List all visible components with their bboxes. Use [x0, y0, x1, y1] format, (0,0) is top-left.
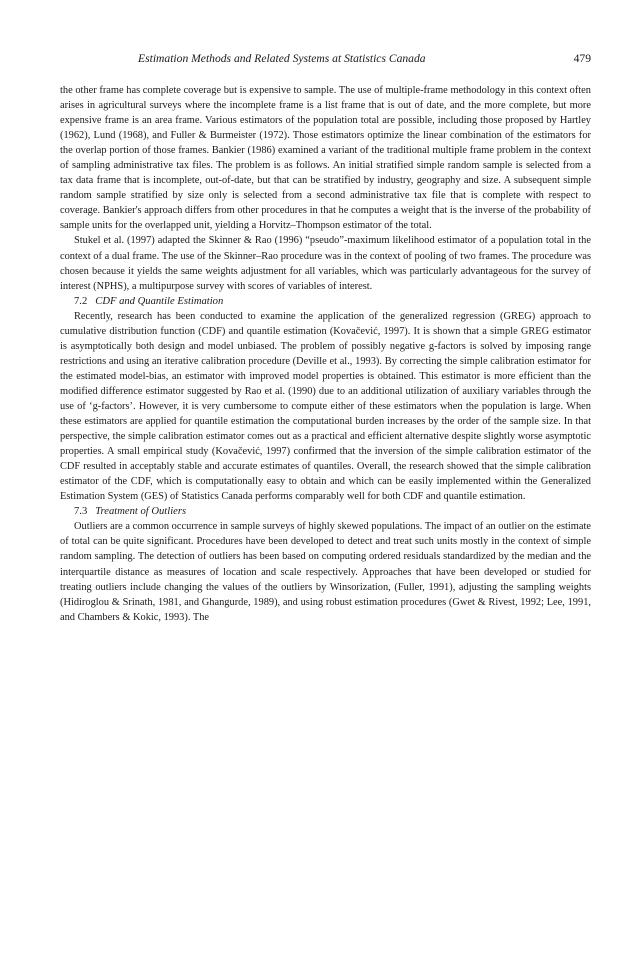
running-title: Estimation Methods and Related Systems at Statistics Canada [138, 52, 426, 65]
page-number: 479 [573, 52, 591, 65]
paragraph-stukel: Stukel et al. (1997) adapted the Skinner & Rao (1996) “pseudo”-maximum likelihood estimator of a population total in the context of a dual frame. The use of the Skinner–Rao procedure was in the context of pooling of two frames. The procedure was chosen because it yields the same weights adjustment for all variables, which was particularly advantageous for the survey of interest (NPHS), a multipurpose survey with scores of variables of interest. [60, 235, 591, 292]
section-heading-7-3 [60, 504, 591, 519]
running-header [60, 52, 591, 70]
section-title: CDF and Quantile Estimation [95, 295, 224, 307]
paragraph-cdf-quantile: Recently, research has been conducted to examine the application of the generalized regression (GREG) approach to cumulative distribution function (CDF) and quantile estimation (Kovačević, 1997). It is shown that a simple GREG estimator is asymptotically both design and model unbiased. The problem of possibly negative g-factors is solved by imposing range restrictions and using an iterative calibration procedure (Deville et al., 1993). By correcting the simple calibration estimator for the estimated model-bias, an estimator with improved model properties is obtained. This estimator is more efficient than the modified difference estimator suggested by Rao et al. (1990) due to an additional utilization of auxiliary variables through the use of ‘g-factors’. However, it is very cumbersome to compute either of these estimators when the population is large. When these estimators are applied for quantile estimation the computational burden increases by the order of the sample size. In that perspective, the simple calibration estimator comes out as a practical and efficient alternative despite slightly worse asymptotic properties. A small empirical study (Kovačević, 1997) confirmed that the inversion of the simple calibration estimator of the CDF resulted in acceptably stable and accurate estimates of quantiles. Overall, the research showed that the simple calibration estimator of the CDF, which is computationally easy to obtain and which can be easily implemented within the Generalized Estimation System (GES) of Statistics Canada performs comparably well for both CDF and quantile estimation. [60, 310, 591, 503]
paragraph-outliers: Outliers are a common occurrence in sample surveys of highly skewed populations. The impact of an outlier on the estimate of total can be quite significant. Procedures have been developed to detect and treat such units mostly in the context of simple random sampling. The detection of outliers has been based on computing ordered residuals standardized by the median and the interquartile distance as measures of location and scale respectively. Approaches that have been developed or studied for treating outliers include changing the values of the outliers by Winsorization, (Fuller, 1991), adjusting the sampling weights (Hidiroglou & Srinath, 1981, and Ghangurde, 1989), and using robust estimation procedures (Gwet & Rivest, 1992; Lee, 1991, and Chambers & Kokic, 1993). The [60, 521, 591, 623]
section-heading-7-2 [60, 294, 591, 309]
page-body [60, 83, 591, 625]
section-number: 7.2 [74, 295, 88, 307]
section-number: 7.3 [74, 506, 88, 518]
section-title: Treatment of Outliers [95, 506, 187, 518]
paragraph-continued: the other frame has complete coverage but is expensive to sample. The use of multiple-frame methodology in this context often arises in agricultural surveys where the incomplete frame is a list frame that is out of date, and the more complete, but more expensive frame is an area frame. Various estimators of the population total are possible, including those proposed by Hartley (1962), Lund (1968), and Fuller & Burmeister (1972). Those estimators optimize the linear combination of the estimators for the overlap portion of those frames. Bankier (1986) examined a variant of the traditional multiple frame problem in the context of sampling administrative tax files. The problem is as follows. An initial stratified simple random sample is selected from a tax data frame that is incomplete, out-of-date, but that can be stratified by industry, geography and size. A subsequent simple random sample stratified by size only is selected from a second administrative tax file that is complete with respect to coverage. Bankier's approach differs from other procedures in that he computes a weight that is the inverse of the probability of sample units for the overlapped unit, yielding a Horvitz–Thompson estimator of the total. [60, 85, 591, 232]
